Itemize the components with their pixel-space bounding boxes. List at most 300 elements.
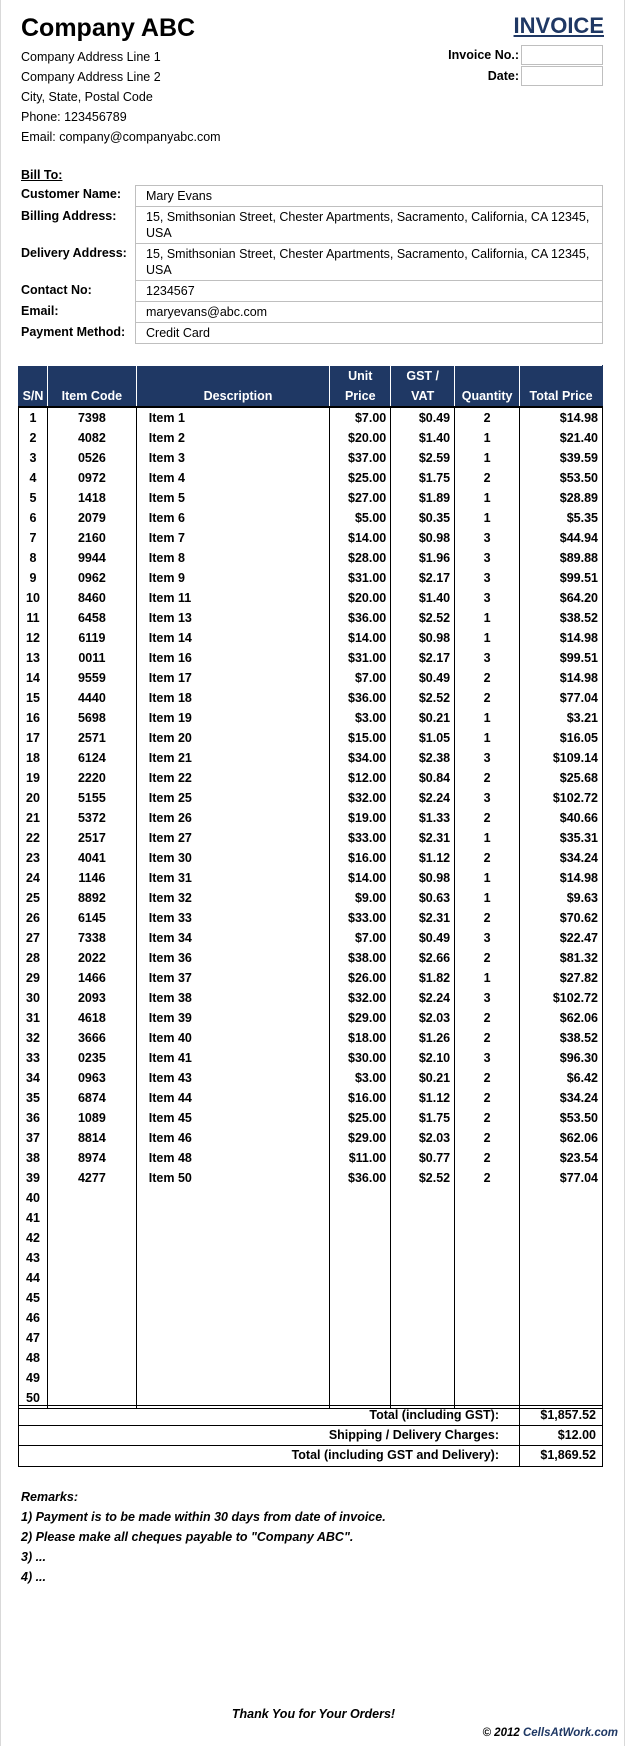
row-description[interactable]: Item 37 bbox=[136, 968, 330, 988]
row-unit-price[interactable]: $28.00 bbox=[330, 548, 391, 568]
row-description[interactable]: Item 39 bbox=[136, 1008, 330, 1028]
row-unit-price[interactable]: $29.00 bbox=[330, 1128, 391, 1148]
row-item-code[interactable]: 8974 bbox=[47, 1148, 136, 1168]
row-total-price[interactable]: $14.98 bbox=[520, 407, 603, 428]
row-description[interactable] bbox=[136, 1308, 330, 1328]
row-unit-price[interactable]: $32.00 bbox=[330, 988, 391, 1008]
row-unit-price[interactable]: $7.00 bbox=[330, 668, 391, 688]
row-gst-vat[interactable]: $2.31 bbox=[391, 828, 455, 848]
row-description[interactable]: Item 48 bbox=[136, 1148, 330, 1168]
row-description[interactable]: Item 18 bbox=[136, 688, 330, 708]
row-total-price[interactable]: $16.05 bbox=[520, 728, 603, 748]
invoice-date-field[interactable] bbox=[521, 66, 603, 86]
row-unit-price[interactable]: $31.00 bbox=[330, 568, 391, 588]
row-gst-vat[interactable] bbox=[391, 1228, 455, 1248]
row-gst-vat[interactable] bbox=[391, 1348, 455, 1368]
row-item-code[interactable]: 0011 bbox=[47, 648, 136, 668]
row-quantity[interactable]: 1 bbox=[455, 888, 520, 908]
row-item-code[interactable]: 2517 bbox=[47, 828, 136, 848]
row-description[interactable]: Item 30 bbox=[136, 848, 330, 868]
row-item-code[interactable]: 6458 bbox=[47, 608, 136, 628]
row-total-price[interactable]: $62.06 bbox=[520, 1128, 603, 1148]
row-quantity[interactable]: 2 bbox=[455, 948, 520, 968]
row-description[interactable]: Item 6 bbox=[136, 508, 330, 528]
row-unit-price[interactable]: $31.00 bbox=[330, 648, 391, 668]
row-quantity[interactable]: 3 bbox=[455, 788, 520, 808]
row-item-code[interactable]: 7338 bbox=[47, 928, 136, 948]
row-description[interactable]: Item 1 bbox=[136, 407, 330, 428]
row-quantity[interactable]: 2 bbox=[455, 1068, 520, 1088]
row-description[interactable] bbox=[136, 1268, 330, 1288]
row-total-price[interactable]: $70.62 bbox=[520, 908, 603, 928]
row-unit-price[interactable] bbox=[330, 1288, 391, 1308]
row-item-code[interactable]: 2160 bbox=[47, 528, 136, 548]
row-unit-price[interactable]: $25.00 bbox=[330, 468, 391, 488]
row-unit-price[interactable]: $38.00 bbox=[330, 948, 391, 968]
row-description[interactable]: Item 36 bbox=[136, 948, 330, 968]
row-gst-vat[interactable]: $1.26 bbox=[391, 1028, 455, 1048]
row-quantity[interactable]: 2 bbox=[455, 668, 520, 688]
row-description[interactable]: Item 21 bbox=[136, 748, 330, 768]
row-unit-price[interactable]: $7.00 bbox=[330, 407, 391, 428]
email-value[interactable]: maryevans@abc.com bbox=[135, 302, 603, 323]
row-gst-vat[interactable]: $1.75 bbox=[391, 1108, 455, 1128]
row-unit-price[interactable]: $19.00 bbox=[330, 808, 391, 828]
row-description[interactable]: Item 13 bbox=[136, 608, 330, 628]
row-quantity[interactable]: 1 bbox=[455, 508, 520, 528]
row-item-code[interactable]: 9559 bbox=[47, 668, 136, 688]
row-gst-vat[interactable] bbox=[391, 1208, 455, 1228]
row-unit-price[interactable]: $32.00 bbox=[330, 788, 391, 808]
row-item-code[interactable]: 3666 bbox=[47, 1028, 136, 1048]
row-item-code[interactable]: 4041 bbox=[47, 848, 136, 868]
row-total-price[interactable]: $23.54 bbox=[520, 1148, 603, 1168]
row-description[interactable]: Item 7 bbox=[136, 528, 330, 548]
row-gst-vat[interactable]: $1.12 bbox=[391, 1088, 455, 1108]
row-gst-vat[interactable]: $0.63 bbox=[391, 888, 455, 908]
row-item-code[interactable] bbox=[47, 1308, 136, 1328]
row-total-price[interactable]: $96.30 bbox=[520, 1048, 603, 1068]
row-gst-vat[interactable]: $1.33 bbox=[391, 808, 455, 828]
row-item-code[interactable] bbox=[47, 1208, 136, 1228]
row-unit-price[interactable]: $26.00 bbox=[330, 968, 391, 988]
invoice-number-field[interactable] bbox=[521, 45, 603, 65]
row-quantity[interactable]: 2 bbox=[455, 848, 520, 868]
row-gst-vat[interactable]: $1.12 bbox=[391, 848, 455, 868]
row-item-code[interactable]: 2571 bbox=[47, 728, 136, 748]
row-total-price[interactable]: $99.51 bbox=[520, 568, 603, 588]
row-total-price[interactable] bbox=[520, 1348, 603, 1368]
row-unit-price[interactable] bbox=[330, 1208, 391, 1228]
row-total-price[interactable] bbox=[520, 1288, 603, 1308]
row-item-code[interactable]: 7398 bbox=[47, 407, 136, 428]
row-total-price[interactable]: $3.21 bbox=[520, 708, 603, 728]
row-gst-vat[interactable]: $2.17 bbox=[391, 648, 455, 668]
row-unit-price[interactable]: $16.00 bbox=[330, 1088, 391, 1108]
row-quantity[interactable]: 3 bbox=[455, 548, 520, 568]
row-unit-price[interactable]: $34.00 bbox=[330, 748, 391, 768]
row-unit-price[interactable]: $36.00 bbox=[330, 1168, 391, 1188]
row-quantity[interactable]: 3 bbox=[455, 928, 520, 948]
row-quantity[interactable]: 2 bbox=[455, 1008, 520, 1028]
row-total-price[interactable] bbox=[520, 1188, 603, 1208]
row-quantity[interactable]: 2 bbox=[455, 1168, 520, 1188]
row-unit-price[interactable]: $27.00 bbox=[330, 488, 391, 508]
row-description[interactable]: Item 31 bbox=[136, 868, 330, 888]
row-unit-price[interactable]: $33.00 bbox=[330, 828, 391, 848]
row-item-code[interactable]: 8814 bbox=[47, 1128, 136, 1148]
row-total-price[interactable]: $81.32 bbox=[520, 948, 603, 968]
row-total-price[interactable]: $53.50 bbox=[520, 468, 603, 488]
row-unit-price[interactable]: $3.00 bbox=[330, 708, 391, 728]
row-gst-vat[interactable]: $2.31 bbox=[391, 908, 455, 928]
row-item-code[interactable]: 0972 bbox=[47, 468, 136, 488]
row-item-code[interactable]: 1146 bbox=[47, 868, 136, 888]
row-total-price[interactable]: $53.50 bbox=[520, 1108, 603, 1128]
row-item-code[interactable]: 1089 bbox=[47, 1108, 136, 1128]
row-gst-vat[interactable] bbox=[391, 1308, 455, 1328]
row-gst-vat[interactable]: $0.77 bbox=[391, 1148, 455, 1168]
row-gst-vat[interactable]: $2.38 bbox=[391, 748, 455, 768]
row-total-price[interactable]: $25.68 bbox=[520, 768, 603, 788]
row-item-code[interactable]: 6145 bbox=[47, 908, 136, 928]
row-description[interactable]: Item 14 bbox=[136, 628, 330, 648]
row-description[interactable]: Item 4 bbox=[136, 468, 330, 488]
row-item-code[interactable]: 6124 bbox=[47, 748, 136, 768]
row-total-price[interactable]: $44.94 bbox=[520, 528, 603, 548]
row-description[interactable] bbox=[136, 1228, 330, 1248]
row-item-code[interactable] bbox=[47, 1228, 136, 1248]
row-item-code[interactable]: 8460 bbox=[47, 588, 136, 608]
row-total-price[interactable]: $14.98 bbox=[520, 628, 603, 648]
row-item-code[interactable]: 5155 bbox=[47, 788, 136, 808]
row-quantity[interactable] bbox=[455, 1208, 520, 1228]
row-description[interactable]: Item 33 bbox=[136, 908, 330, 928]
row-description[interactable]: Item 38 bbox=[136, 988, 330, 1008]
row-unit-price[interactable]: $37.00 bbox=[330, 448, 391, 468]
row-total-price[interactable]: $38.52 bbox=[520, 1028, 603, 1048]
row-gst-vat[interactable]: $0.35 bbox=[391, 508, 455, 528]
row-description[interactable]: Item 3 bbox=[136, 448, 330, 468]
billing-address-value[interactable]: 15, Smithsonian Street, Chester Apartments, Sacramento, California, CA 12345, USA bbox=[135, 207, 603, 244]
row-description[interactable]: Item 40 bbox=[136, 1028, 330, 1048]
row-quantity[interactable]: 2 bbox=[455, 1108, 520, 1128]
row-total-price[interactable] bbox=[520, 1268, 603, 1288]
row-gst-vat[interactable]: $2.24 bbox=[391, 788, 455, 808]
row-gst-vat[interactable]: $2.17 bbox=[391, 568, 455, 588]
row-quantity[interactable] bbox=[455, 1228, 520, 1248]
row-quantity[interactable]: 1 bbox=[455, 488, 520, 508]
payment-method-value[interactable]: Credit Card bbox=[135, 323, 603, 344]
row-gst-vat[interactable] bbox=[391, 1288, 455, 1308]
row-total-price[interactable]: $109.14 bbox=[520, 748, 603, 768]
row-unit-price[interactable]: $5.00 bbox=[330, 508, 391, 528]
row-item-code[interactable] bbox=[47, 1368, 136, 1388]
row-item-code[interactable]: 2220 bbox=[47, 768, 136, 788]
row-total-price[interactable] bbox=[520, 1328, 603, 1348]
row-quantity[interactable]: 1 bbox=[455, 448, 520, 468]
row-quantity[interactable] bbox=[455, 1248, 520, 1268]
row-total-price[interactable]: $64.20 bbox=[520, 588, 603, 608]
row-item-code[interactable]: 4277 bbox=[47, 1168, 136, 1188]
row-total-price[interactable]: $38.52 bbox=[520, 608, 603, 628]
row-total-price[interactable]: $39.59 bbox=[520, 448, 603, 468]
row-gst-vat[interactable]: $2.52 bbox=[391, 688, 455, 708]
row-item-code[interactable]: 1418 bbox=[47, 488, 136, 508]
row-unit-price[interactable] bbox=[330, 1268, 391, 1288]
row-unit-price[interactable] bbox=[330, 1188, 391, 1208]
row-gst-vat[interactable]: $0.98 bbox=[391, 628, 455, 648]
row-unit-price[interactable]: $20.00 bbox=[330, 428, 391, 448]
row-total-price[interactable]: $27.82 bbox=[520, 968, 603, 988]
row-description[interactable]: Item 44 bbox=[136, 1088, 330, 1108]
row-description[interactable]: Item 32 bbox=[136, 888, 330, 908]
row-quantity[interactable]: 3 bbox=[455, 988, 520, 1008]
row-item-code[interactable] bbox=[47, 1188, 136, 1208]
row-item-code[interactable]: 4082 bbox=[47, 428, 136, 448]
row-total-price[interactable]: $34.24 bbox=[520, 848, 603, 868]
row-description[interactable]: Item 26 bbox=[136, 808, 330, 828]
row-quantity[interactable] bbox=[455, 1268, 520, 1288]
row-description[interactable] bbox=[136, 1248, 330, 1268]
row-total-price[interactable]: $62.06 bbox=[520, 1008, 603, 1028]
row-unit-price[interactable] bbox=[330, 1368, 391, 1388]
row-item-code[interactable]: 5372 bbox=[47, 808, 136, 828]
row-quantity[interactable]: 3 bbox=[455, 588, 520, 608]
row-description[interactable] bbox=[136, 1328, 330, 1348]
row-gst-vat[interactable]: $2.52 bbox=[391, 608, 455, 628]
row-quantity[interactable]: 1 bbox=[455, 428, 520, 448]
row-unit-price[interactable]: $11.00 bbox=[330, 1148, 391, 1168]
row-item-code[interactable]: 4618 bbox=[47, 1008, 136, 1028]
row-description[interactable]: Item 43 bbox=[136, 1068, 330, 1088]
row-gst-vat[interactable]: $2.10 bbox=[391, 1048, 455, 1068]
row-gst-vat[interactable]: $0.98 bbox=[391, 868, 455, 888]
row-gst-vat[interactable]: $2.03 bbox=[391, 1128, 455, 1148]
row-gst-vat[interactable]: $2.52 bbox=[391, 1168, 455, 1188]
row-gst-vat[interactable] bbox=[391, 1268, 455, 1288]
row-total-price[interactable]: $6.42 bbox=[520, 1068, 603, 1088]
row-gst-vat[interactable]: $1.40 bbox=[391, 588, 455, 608]
row-gst-vat[interactable]: $1.96 bbox=[391, 548, 455, 568]
row-description[interactable]: Item 2 bbox=[136, 428, 330, 448]
row-unit-price[interactable] bbox=[330, 1308, 391, 1328]
row-description[interactable]: Item 17 bbox=[136, 668, 330, 688]
row-unit-price[interactable]: $7.00 bbox=[330, 928, 391, 948]
row-description[interactable]: Item 41 bbox=[136, 1048, 330, 1068]
row-total-price[interactable]: $14.98 bbox=[520, 868, 603, 888]
row-total-price[interactable]: $9.63 bbox=[520, 888, 603, 908]
row-unit-price[interactable]: $36.00 bbox=[330, 688, 391, 708]
row-quantity[interactable]: 2 bbox=[455, 1088, 520, 1108]
row-total-price[interactable]: $14.98 bbox=[520, 668, 603, 688]
row-gst-vat[interactable]: $0.21 bbox=[391, 708, 455, 728]
row-gst-vat[interactable]: $1.05 bbox=[391, 728, 455, 748]
row-total-price[interactable]: $35.31 bbox=[520, 828, 603, 848]
row-description[interactable] bbox=[136, 1208, 330, 1228]
row-total-price[interactable] bbox=[520, 1208, 603, 1228]
row-gst-vat[interactable]: $2.03 bbox=[391, 1008, 455, 1028]
row-description[interactable]: Item 19 bbox=[136, 708, 330, 728]
row-quantity[interactable]: 2 bbox=[455, 688, 520, 708]
row-unit-price[interactable] bbox=[330, 1248, 391, 1268]
row-unit-price[interactable]: $14.00 bbox=[330, 628, 391, 648]
row-unit-price[interactable] bbox=[330, 1328, 391, 1348]
row-total-price[interactable]: $102.72 bbox=[520, 788, 603, 808]
row-unit-price[interactable]: $30.00 bbox=[330, 1048, 391, 1068]
row-quantity[interactable] bbox=[455, 1348, 520, 1368]
row-quantity[interactable]: 2 bbox=[455, 1028, 520, 1048]
row-total-price[interactable]: $99.51 bbox=[520, 648, 603, 668]
row-unit-price[interactable]: $14.00 bbox=[330, 528, 391, 548]
row-gst-vat[interactable]: $1.82 bbox=[391, 968, 455, 988]
row-total-price[interactable]: $22.47 bbox=[520, 928, 603, 948]
row-total-price[interactable] bbox=[520, 1228, 603, 1248]
row-quantity[interactable]: 1 bbox=[455, 708, 520, 728]
row-item-code[interactable]: 8892 bbox=[47, 888, 136, 908]
row-total-price[interactable]: $28.89 bbox=[520, 488, 603, 508]
row-unit-price[interactable]: $36.00 bbox=[330, 608, 391, 628]
row-unit-price[interactable]: $18.00 bbox=[330, 1028, 391, 1048]
row-description[interactable]: Item 25 bbox=[136, 788, 330, 808]
row-total-price[interactable] bbox=[520, 1368, 603, 1388]
row-description[interactable]: Item 8 bbox=[136, 548, 330, 568]
row-quantity[interactable]: 3 bbox=[455, 748, 520, 768]
row-quantity[interactable]: 1 bbox=[455, 868, 520, 888]
customer-name-value[interactable]: Mary Evans bbox=[135, 185, 603, 207]
row-unit-price[interactable]: $15.00 bbox=[330, 728, 391, 748]
contact-no-value[interactable]: 1234567 bbox=[135, 281, 603, 302]
row-gst-vat[interactable]: $0.49 bbox=[391, 928, 455, 948]
row-quantity[interactable]: 1 bbox=[455, 608, 520, 628]
row-item-code[interactable]: 0962 bbox=[47, 568, 136, 588]
row-quantity[interactable] bbox=[455, 1308, 520, 1328]
row-item-code[interactable] bbox=[47, 1348, 136, 1368]
row-description[interactable] bbox=[136, 1188, 330, 1208]
row-description[interactable] bbox=[136, 1348, 330, 1368]
row-quantity[interactable]: 3 bbox=[455, 528, 520, 548]
row-unit-price[interactable]: $20.00 bbox=[330, 588, 391, 608]
row-quantity[interactable] bbox=[455, 1188, 520, 1208]
row-item-code[interactable]: 2079 bbox=[47, 508, 136, 528]
row-unit-price[interactable]: $9.00 bbox=[330, 888, 391, 908]
row-quantity[interactable]: 3 bbox=[455, 648, 520, 668]
row-gst-vat[interactable]: $1.89 bbox=[391, 488, 455, 508]
row-unit-price[interactable] bbox=[330, 1228, 391, 1248]
row-description[interactable]: Item 22 bbox=[136, 768, 330, 788]
row-quantity[interactable] bbox=[455, 1328, 520, 1348]
row-gst-vat[interactable]: $2.24 bbox=[391, 988, 455, 1008]
row-item-code[interactable]: 6119 bbox=[47, 628, 136, 648]
row-total-price[interactable]: $5.35 bbox=[520, 508, 603, 528]
row-unit-price[interactable]: $3.00 bbox=[330, 1068, 391, 1088]
row-item-code[interactable]: 9944 bbox=[47, 548, 136, 568]
row-item-code[interactable] bbox=[47, 1268, 136, 1288]
row-item-code[interactable] bbox=[47, 1288, 136, 1308]
row-item-code[interactable]: 0963 bbox=[47, 1068, 136, 1088]
row-total-price[interactable]: $21.40 bbox=[520, 428, 603, 448]
row-description[interactable]: Item 45 bbox=[136, 1108, 330, 1128]
row-unit-price[interactable]: $12.00 bbox=[330, 768, 391, 788]
delivery-address-value[interactable]: 15, Smithsonian Street, Chester Apartments, Sacramento, California, CA 12345, USA bbox=[135, 244, 603, 281]
row-total-price[interactable]: $77.04 bbox=[520, 688, 603, 708]
row-total-price[interactable]: $77.04 bbox=[520, 1168, 603, 1188]
row-gst-vat[interactable]: $0.84 bbox=[391, 768, 455, 788]
row-description[interactable]: Item 46 bbox=[136, 1128, 330, 1148]
row-gst-vat[interactable]: $1.75 bbox=[391, 468, 455, 488]
row-description[interactable] bbox=[136, 1368, 330, 1388]
row-quantity[interactable]: 2 bbox=[455, 768, 520, 788]
row-quantity[interactable]: 1 bbox=[455, 628, 520, 648]
row-unit-price[interactable]: $29.00 bbox=[330, 1008, 391, 1028]
row-gst-vat[interactable]: $0.49 bbox=[391, 407, 455, 428]
row-total-price[interactable]: $89.88 bbox=[520, 548, 603, 568]
row-description[interactable]: Item 11 bbox=[136, 588, 330, 608]
row-total-price[interactable]: $40.66 bbox=[520, 808, 603, 828]
row-quantity[interactable]: 2 bbox=[455, 1148, 520, 1168]
row-description[interactable] bbox=[136, 1288, 330, 1308]
row-gst-vat[interactable]: $2.59 bbox=[391, 448, 455, 468]
copyright-link[interactable]: CellsAtWork.com bbox=[522, 1727, 618, 1739]
row-quantity[interactable]: 1 bbox=[455, 968, 520, 988]
row-unit-price[interactable] bbox=[330, 1348, 391, 1368]
row-gst-vat[interactable] bbox=[391, 1328, 455, 1348]
row-total-price[interactable]: $102.72 bbox=[520, 988, 603, 1008]
row-gst-vat[interactable]: $1.40 bbox=[391, 428, 455, 448]
row-item-code[interactable]: 2093 bbox=[47, 988, 136, 1008]
row-gst-vat[interactable] bbox=[391, 1368, 455, 1388]
row-description[interactable]: Item 16 bbox=[136, 648, 330, 668]
row-total-price[interactable]: $34.24 bbox=[520, 1088, 603, 1108]
row-gst-vat[interactable] bbox=[391, 1248, 455, 1268]
row-quantity[interactable]: 2 bbox=[455, 908, 520, 928]
row-gst-vat[interactable] bbox=[391, 1188, 455, 1208]
row-quantity[interactable]: 1 bbox=[455, 728, 520, 748]
row-gst-vat[interactable]: $0.49 bbox=[391, 668, 455, 688]
row-gst-vat[interactable]: $2.66 bbox=[391, 948, 455, 968]
row-quantity[interactable]: 2 bbox=[455, 407, 520, 428]
row-quantity[interactable] bbox=[455, 1368, 520, 1388]
row-quantity[interactable]: 1 bbox=[455, 828, 520, 848]
row-item-code[interactable]: 5698 bbox=[47, 708, 136, 728]
row-item-code[interactable]: 0235 bbox=[47, 1048, 136, 1068]
row-unit-price[interactable]: $33.00 bbox=[330, 908, 391, 928]
row-item-code[interactable]: 4440 bbox=[47, 688, 136, 708]
row-item-code[interactable]: 1466 bbox=[47, 968, 136, 988]
row-item-code[interactable] bbox=[47, 1328, 136, 1348]
row-total-price[interactable] bbox=[520, 1308, 603, 1328]
row-description[interactable]: Item 27 bbox=[136, 828, 330, 848]
row-item-code[interactable]: 0526 bbox=[47, 448, 136, 468]
row-description[interactable]: Item 5 bbox=[136, 488, 330, 508]
row-quantity[interactable]: 2 bbox=[455, 808, 520, 828]
row-unit-price[interactable]: $14.00 bbox=[330, 868, 391, 888]
row-quantity[interactable] bbox=[455, 1288, 520, 1308]
row-gst-vat[interactable]: $0.98 bbox=[391, 528, 455, 548]
row-description[interactable]: Item 50 bbox=[136, 1168, 330, 1188]
row-quantity[interactable]: 2 bbox=[455, 468, 520, 488]
row-gst-vat[interactable]: $0.21 bbox=[391, 1068, 455, 1088]
row-quantity[interactable]: 3 bbox=[455, 1048, 520, 1068]
row-quantity[interactable]: 3 bbox=[455, 568, 520, 588]
row-item-code[interactable]: 6874 bbox=[47, 1088, 136, 1108]
row-unit-price[interactable]: $16.00 bbox=[330, 848, 391, 868]
row-item-code[interactable]: 2022 bbox=[47, 948, 136, 968]
row-description[interactable]: Item 9 bbox=[136, 568, 330, 588]
row-description[interactable]: Item 34 bbox=[136, 928, 330, 948]
row-description[interactable]: Item 20 bbox=[136, 728, 330, 748]
row-item-code[interactable] bbox=[47, 1248, 136, 1268]
